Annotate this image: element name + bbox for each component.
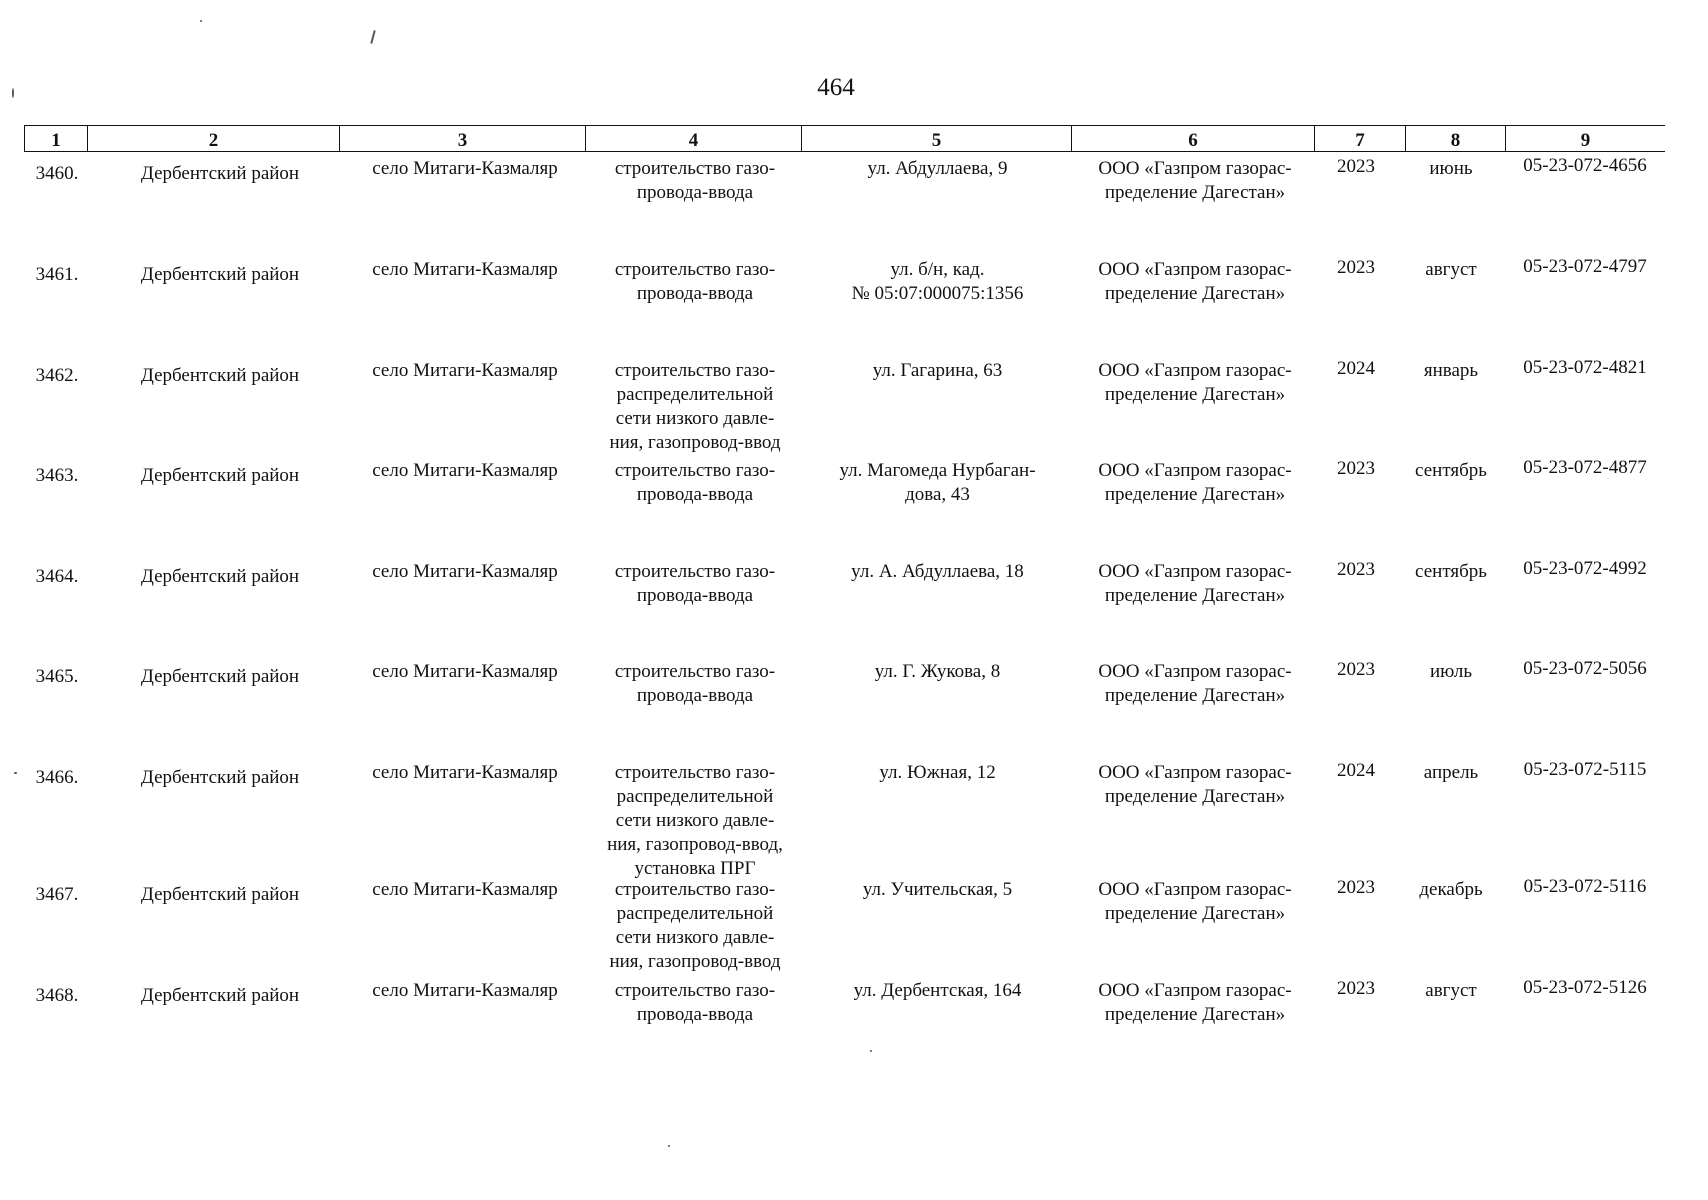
district-cell: Дербентский район (140, 163, 300, 184)
work-type-cell (590, 979, 800, 1027)
address-cell-line: ул. Абдуллаева, 9 (867, 158, 1008, 179)
header-col-7: 7 (1314, 126, 1405, 151)
organization-cell-line: ООО «Газпром газорас- (1098, 460, 1292, 481)
address-cell (805, 560, 1070, 584)
organization-cell-line: пределение Дагестан» (1104, 283, 1286, 304)
work-type-cell-line: строительство газо- (614, 460, 776, 481)
work-type-cell-line: установка ПРГ (634, 858, 756, 879)
work-type-cell-line: провода-ввода (636, 585, 754, 606)
organization-cell (1075, 979, 1315, 1027)
month-cell: август (1425, 980, 1477, 1001)
header-col-5: 5 (801, 126, 1071, 151)
scan-speck (14, 772, 17, 774)
address-cell (805, 979, 1070, 1003)
month-cell: сентябрь (1415, 561, 1487, 582)
work-type-cell-line: строительство газо- (614, 879, 776, 900)
row-number: 3468. (35, 985, 79, 1006)
settlement-cell: село Митаги-Казмаляр (372, 879, 558, 900)
month-cell: декабрь (1419, 879, 1483, 900)
settlement-cell: село Митаги-Казмаляр (372, 980, 558, 1001)
organization-cell-line: пределение Дагестан» (1104, 786, 1286, 807)
work-type-cell-line: провода-ввода (636, 1004, 754, 1025)
work-type-cell-line: строительство газо- (614, 158, 776, 179)
organization-cell (1075, 459, 1315, 507)
address-cell-line: ул. А. Абдуллаева, 18 (851, 561, 1024, 582)
month-cell: январь (1423, 360, 1479, 381)
year-cell: 2023 (1337, 156, 1375, 177)
work-type-cell-line: строительство газо- (614, 259, 776, 280)
row-number: 3467. (35, 884, 79, 905)
work-type-cell-line: ния, газопровод-ввод (609, 432, 781, 453)
address-cell (805, 258, 1070, 306)
work-type-cell-line: провода-ввода (636, 182, 754, 203)
code-cell: 05-23-072-4656 (1523, 155, 1647, 176)
address-cell-line: ул. Учительская, 5 (862, 879, 1013, 900)
district-cell: Дербентский район (140, 566, 300, 587)
work-type-cell-line: строительство газо- (614, 360, 776, 381)
month-cell: июль (1429, 661, 1473, 682)
work-type-cell-line: строительство газо- (614, 561, 776, 582)
row-number: 3466. (35, 767, 79, 788)
address-cell-line: дова, 43 (905, 484, 970, 505)
work-type-cell-line: ния, газопровод-ввод, (607, 834, 783, 855)
district-cell: Дербентский район (140, 767, 300, 788)
address-cell (805, 359, 1070, 383)
work-type-cell-line: сети низкого давле- (615, 810, 775, 831)
district-cell: Дербентский район (140, 264, 300, 285)
district-cell: Дербентский район (140, 985, 300, 1006)
organization-cell-line: пределение Дагестан» (1104, 182, 1286, 203)
work-type-cell (590, 878, 800, 974)
header-col-3: 3 (339, 126, 585, 151)
work-type-cell-line: строительство газо- (614, 661, 776, 682)
work-type-cell-line: распределительной (616, 903, 774, 924)
organization-cell-line: пределение Дагестан» (1104, 484, 1286, 505)
work-type-cell (590, 459, 800, 507)
year-cell: 2023 (1337, 559, 1375, 580)
year-cell: 2023 (1337, 458, 1375, 479)
year-cell: 2023 (1337, 978, 1375, 999)
organization-cell (1075, 359, 1315, 407)
header-col-9: 9 (1505, 126, 1665, 151)
page-number: 464 (817, 74, 855, 101)
work-type-cell-line: сети низкого давле- (615, 408, 775, 429)
header-col-2: 2 (87, 126, 339, 151)
scan-speck (870, 1050, 872, 1052)
district-cell: Дербентский район (140, 884, 300, 905)
month-cell: апрель (1423, 762, 1479, 783)
settlement-cell: село Митаги-Казмаляр (372, 460, 558, 481)
address-cell-line: ул. б/н, кад. (890, 259, 985, 280)
organization-cell-line: ООО «Газпром газорас- (1098, 561, 1292, 582)
district-cell: Дербентский район (140, 465, 300, 486)
header-col-1: 1 (24, 126, 87, 151)
organization-cell (1075, 660, 1315, 708)
address-cell (805, 459, 1070, 507)
month-cell: июнь (1429, 158, 1473, 179)
code-cell: 05-23-072-4992 (1523, 558, 1647, 579)
organization-cell-line: пределение Дагестан» (1104, 685, 1286, 706)
work-type-cell-line: строительство газо- (614, 980, 776, 1001)
work-type-cell (590, 560, 800, 608)
scan-speck (668, 1145, 670, 1147)
address-cell (805, 878, 1070, 902)
year-cell: 2023 (1337, 659, 1375, 680)
month-cell: сентябрь (1415, 460, 1487, 481)
work-type-cell-line: провода-ввода (636, 484, 754, 505)
settlement-cell: село Митаги-Казмаляр (372, 661, 558, 682)
settlement-cell: село Митаги-Казмаляр (372, 561, 558, 582)
address-cell-line: ул. Г. Жукова, 8 (874, 661, 1001, 682)
address-cell (805, 761, 1070, 785)
work-type-cell-line: ния, газопровод-ввод (609, 951, 781, 972)
row-number: 3464. (35, 566, 79, 587)
code-cell: 05-23-072-4821 (1523, 357, 1647, 378)
row-number: 3465. (35, 666, 79, 687)
header-col-6: 6 (1071, 126, 1314, 151)
organization-cell-line: ООО «Газпром газорас- (1098, 762, 1292, 783)
work-type-cell (590, 258, 800, 306)
organization-cell-line: ООО «Газпром газорас- (1098, 980, 1292, 1001)
organization-cell (1075, 560, 1315, 608)
row-number: 3461. (35, 264, 79, 285)
work-type-cell (590, 660, 800, 708)
work-type-cell-line: распределительной (616, 384, 774, 405)
district-cell: Дербентский район (140, 666, 300, 687)
address-cell-line: № 05:07:000075:1356 (851, 283, 1024, 304)
work-type-cell-line: провода-ввода (636, 283, 754, 304)
year-cell: 2024 (1337, 358, 1375, 379)
header-col-8: 8 (1405, 126, 1505, 151)
year-cell: 2023 (1337, 877, 1375, 898)
address-cell-line: ул. Дербентская, 164 (853, 980, 1022, 1001)
work-type-cell-line: провода-ввода (636, 685, 754, 706)
month-cell: август (1425, 259, 1477, 280)
organization-cell (1075, 878, 1315, 926)
organization-cell-line: ООО «Газпром газорас- (1098, 259, 1292, 280)
year-cell: 2024 (1337, 760, 1375, 781)
code-cell: 05-23-072-4797 (1523, 256, 1647, 277)
code-cell: 05-23-072-4877 (1523, 457, 1647, 478)
code-cell: 05-23-072-5126 (1523, 977, 1647, 998)
settlement-cell: село Митаги-Казмаляр (372, 158, 558, 179)
organization-cell (1075, 157, 1315, 205)
code-cell: 05-23-072-5116 (1523, 876, 1647, 897)
header-col-4: 4 (585, 126, 801, 151)
scan-speck (12, 88, 14, 98)
settlement-cell: село Митаги-Казмаляр (372, 259, 558, 280)
settlement-cell: село Митаги-Казмаляр (372, 360, 558, 381)
organization-cell-line: пределение Дагестан» (1104, 903, 1286, 924)
scan-speck (200, 20, 202, 22)
year-cell: 2023 (1337, 257, 1375, 278)
row-number: 3463. (35, 465, 79, 486)
address-cell-line: ул. Южная, 12 (879, 762, 996, 783)
scan-speck (370, 30, 376, 44)
address-cell-line: ул. Магомеда Нурбаган- (839, 460, 1036, 481)
work-type-cell (590, 359, 800, 455)
organization-cell-line: пределение Дагестан» (1104, 384, 1286, 405)
settlement-cell: село Митаги-Казмаляр (372, 762, 558, 783)
row-number: 3462. (35, 365, 79, 386)
address-cell-line: ул. Гагарина, 63 (872, 360, 1003, 381)
work-type-cell (590, 157, 800, 205)
organization-cell-line: ООО «Газпром газорас- (1098, 360, 1292, 381)
work-type-cell (590, 761, 800, 881)
address-cell (805, 660, 1070, 684)
work-type-cell-line: сети низкого давле- (615, 927, 775, 948)
code-cell: 05-23-072-5056 (1523, 658, 1647, 679)
work-type-cell-line: строительство газо- (614, 762, 776, 783)
row-number: 3460. (35, 163, 79, 184)
organization-cell-line: ООО «Газпром газорас- (1098, 661, 1292, 682)
address-cell (805, 157, 1070, 181)
work-type-cell-line: распределительной (616, 786, 774, 807)
header-bottom-rule (24, 151, 1665, 152)
organization-cell-line: пределение Дагестан» (1104, 585, 1286, 606)
code-cell: 05-23-072-5115 (1523, 759, 1647, 780)
organization-cell-line: ООО «Газпром газорас- (1098, 879, 1292, 900)
organization-cell (1075, 258, 1315, 306)
organization-cell-line: пределение Дагестан» (1104, 1004, 1286, 1025)
organization-cell-line: ООО «Газпром газорас- (1098, 158, 1292, 179)
organization-cell (1075, 761, 1315, 809)
district-cell: Дербентский район (140, 365, 300, 386)
